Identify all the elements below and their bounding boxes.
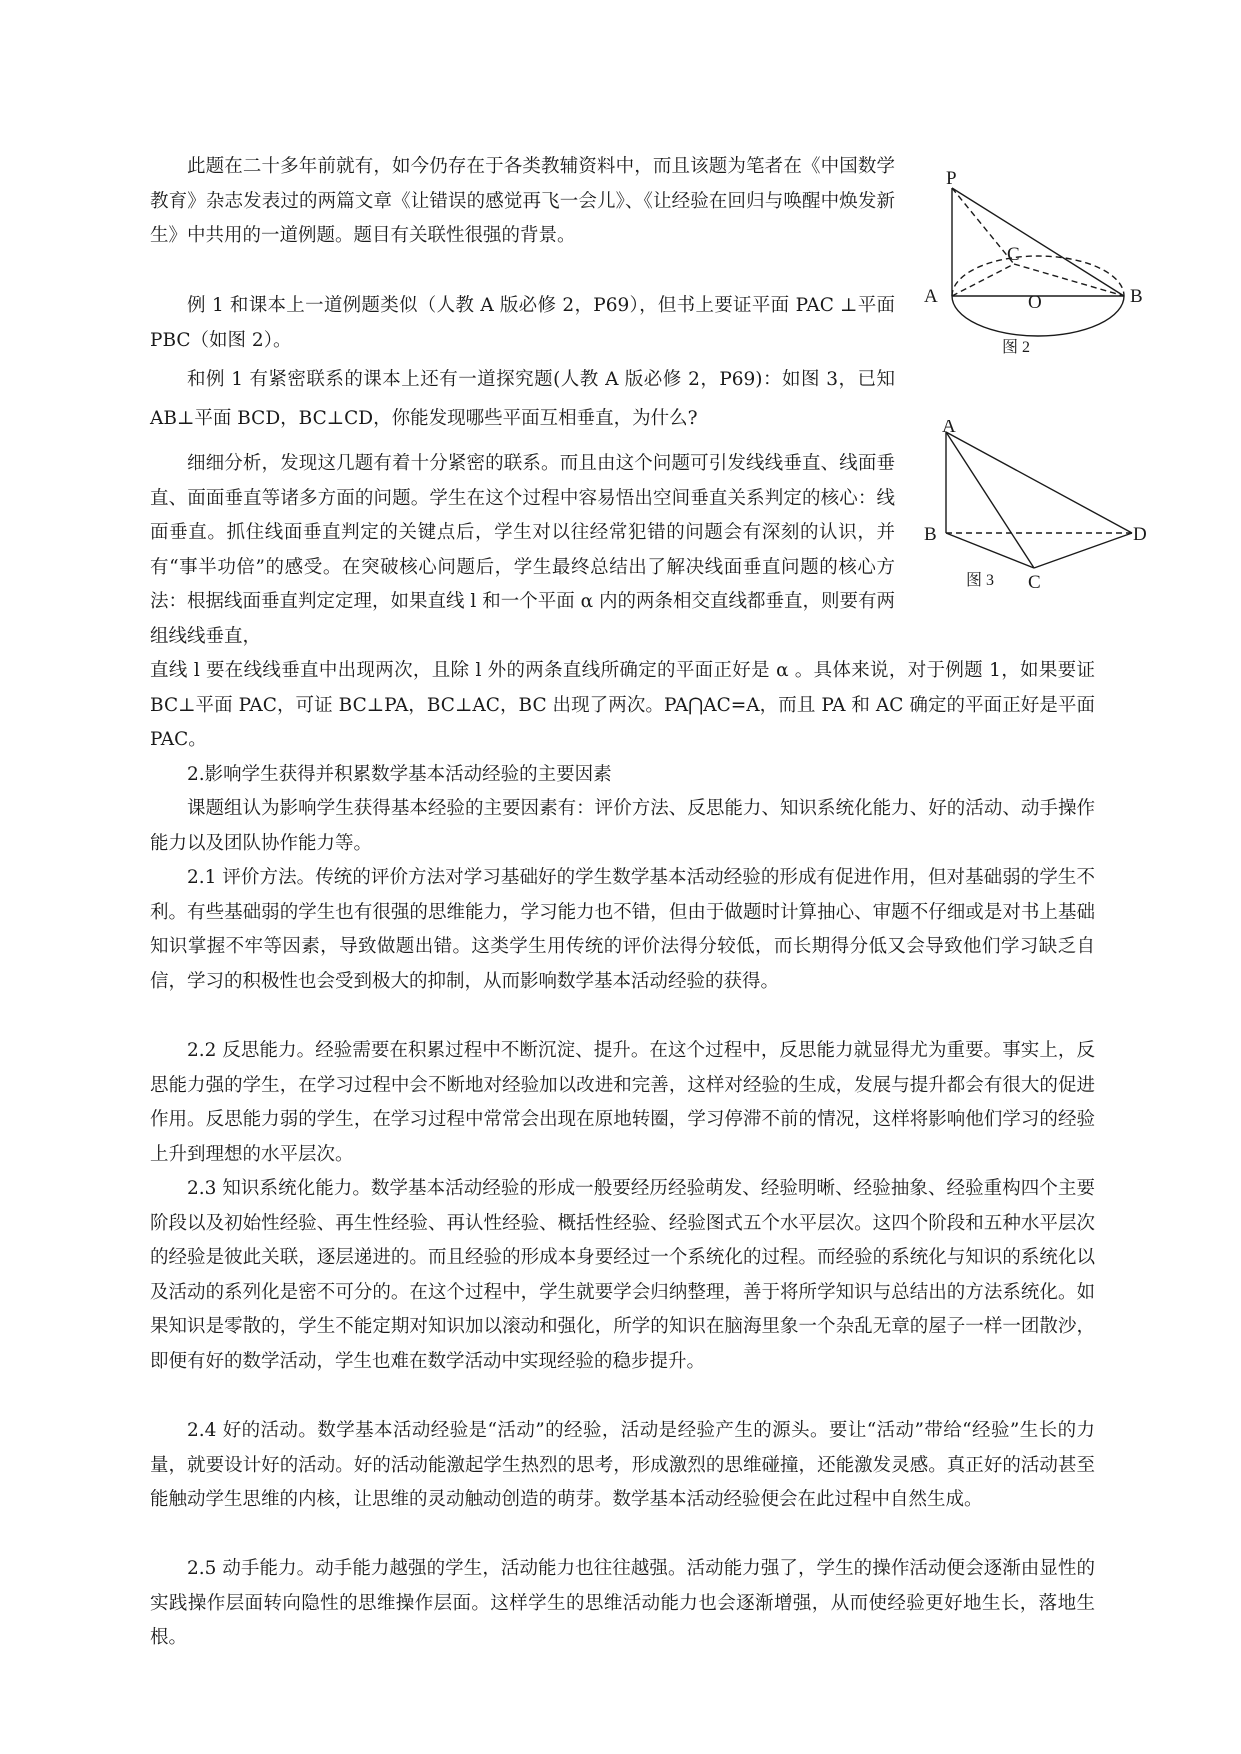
figure-3-caption: 图 3 bbox=[966, 572, 995, 589]
figure-3-diagram bbox=[910, 420, 1170, 600]
label-O: O bbox=[1028, 292, 1042, 313]
paragraph-intro: 此题在二十多年前就有，如今仍存在于各类教辅资料中，而且该题为笔者在《中国数学教育》杂志发表过的两篇文章《让错误的感觉再飞一会儿》、《让经验在回归与唤醒中焕发新生》中共用的一道例题。题目有关联性很强的背景。 bbox=[150, 156, 895, 246]
segment-AC bbox=[952, 264, 1014, 296]
paragraph-analysis: 细细分析，发现这几题有着十分紧密的联系。而且由这个问题可引发线线垂直、线面垂直、面面垂直等诸多方面的问题。学生在这个过程中容易悟出空间垂直关系判定的核心：线面垂直。抓住线面垂直判定的关键点后，学生对以往经常犯错的问题会有深刻的认识，并有“事半功倍”的感受。在突破核心问题后，学生最终总结出了解决线面垂直问题的核心方法：根据线面垂直判定定理，如果直线 l 和一个平面 α 内的两条相交直线都垂直，则要有两组线线垂直， bbox=[150, 453, 895, 647]
section-heading-2: 2.影响学生获得并积累数学基本活动经验的主要因素 bbox=[187, 764, 612, 785]
label-D: D bbox=[1133, 524, 1147, 545]
label-A: A bbox=[942, 420, 956, 437]
label-C: C bbox=[1028, 572, 1041, 593]
figure-2-caption: 图 2 bbox=[1002, 339, 1031, 356]
figure-2-diagram bbox=[910, 160, 1170, 360]
label-B: B bbox=[924, 524, 937, 545]
base-circle-back-arc bbox=[952, 256, 1124, 296]
label-P: P bbox=[946, 168, 957, 189]
figure-3 bbox=[910, 420, 1170, 600]
segment-AC bbox=[946, 432, 1034, 568]
paragraph-2-1-evaluation: 2.1 评价方法。传统的评价方法对学习基础好的学生数学基本活动经验的形成有促进作用，但对基础弱的学生不利。有些基础弱的学生也有很强的思维能力，学习能力也不错，但由于做题时计算抽心、审题不仔细或是对书上基础知识掌握不牢等因素，导致做题出错。这类学生用传统的评价法得分较低，而长期得分低又会导致他们学习缺乏自信，学习的积极性也会受到极大的抑制，从而影响数学基本活动经验的获得。 bbox=[150, 867, 1095, 992]
label-A: A bbox=[924, 286, 938, 307]
figure-2 bbox=[910, 160, 1170, 360]
paragraph-2-3-systematization: 2.3 知识系统化能力。数学基本活动经验的形成一般要经历经验萌发、经验明晰、经验抽象、经验重构四个主要阶段以及初始性经验、再生性经验、再认性经验、概括性经验、经验图式五个水平层次。这四个阶段和五种水平层次的经验是彼此关联，逐层递进的。而且经验的形成本身要经过一个系统化的过程。而经验的系统化与知识的系统化以及活动的系列化是密不可分的。在这个过程中，学生就要学会归纳整理，善于将所学知识与总结出的方法系统化。如果知识是零散的，学生不能定期对知识加以滚动和强化，所学的知识在脑海里象一个杂乱无章的屋子一样一团散沙，即便有好的数学活动，学生也难在数学活动中实现经验的稳步提升。 bbox=[150, 1178, 1095, 1372]
segment-PC bbox=[952, 188, 1014, 264]
paragraph-2-5-handson: 2.5 动手能力。动手能力越强的学生，活动能力也往往越强。活动能力强了，学生的操作活动便会逐渐由显性的实践操作层面转向隐性的思维操作层面。这样学生的思维活动能力也会逐渐增强，从而使经验更好地生长，落地生根。 bbox=[150, 1558, 1095, 1648]
segment-AD bbox=[946, 432, 1132, 533]
label-C: C bbox=[1007, 244, 1020, 265]
segment-PB bbox=[952, 188, 1124, 296]
paragraph-factors: 课题组认为影响学生获得基本经验的主要因素有：评价方法、反思能力、知识系统化能力、好的活动、动手操作能力以及团队协作能力等。 bbox=[150, 798, 1095, 854]
segment-BC bbox=[946, 533, 1034, 568]
label-B: B bbox=[1130, 286, 1143, 307]
paragraph-exploration: 和例 1 有紧密联系的课本上还有一道探究题(人教 A 版必修 2，P69)：如图 3，已知 AB⊥平面 BCD，BC⊥CD，你能发现哪些平面互相垂直，为什么? bbox=[150, 369, 895, 429]
segment-CD bbox=[1034, 533, 1132, 568]
paragraph-analysis-continued: 直线 l 要在线线垂直中出现两次，且除 l 外的两条直线所确定的平面正好是 α 。具体来说，对于例题 1，如果要证 BC⊥平面 PAC，可证 BC⊥PA，BC⊥AC，BC 出现了两次。PA⋂AC=A，而且 PA 和 AC 确定的平面正好是平面 PAC。 bbox=[150, 660, 1095, 750]
paragraph-example-1: 例 1 和课本上一道例题类似（人教 A 版必修 2，P69），但书上要证平面 PAC ⊥平面 PBC（如图 2）。 bbox=[150, 295, 895, 351]
paragraph-2-4-activity: 2.4 好的活动。数学基本活动经验是“活动”的经验，活动是经验产生的源头。要让“活动”带给“经验”生长的力量，就要设计好的活动。好的活动能激起学生热烈的思考，形成激烈的思维碰撞，还能激发灵感。真正好的活动甚至能触动学生思维的内核，让思维的灵动触动创造的萌芽。数学基本活动经验便会在此过程中自然生成。 bbox=[150, 1420, 1095, 1510]
paragraph-2-2-reflection: 2.2 反思能力。经验需要在积累过程中不断沉淀、提升。在这个过程中，反思能力就显得尤为重要。事实上，反思能力强的学生，在学习过程中会不断地对经验加以改进和完善，这样对经验的生成，发展与提升都会有很大的促进作用。反思能力弱的学生，在学习过程中常常会出现在原地转圈，学习停滞不前的情况，这样将影响他们学习的经验上升到理想的水平层次。 bbox=[150, 1040, 1095, 1165]
